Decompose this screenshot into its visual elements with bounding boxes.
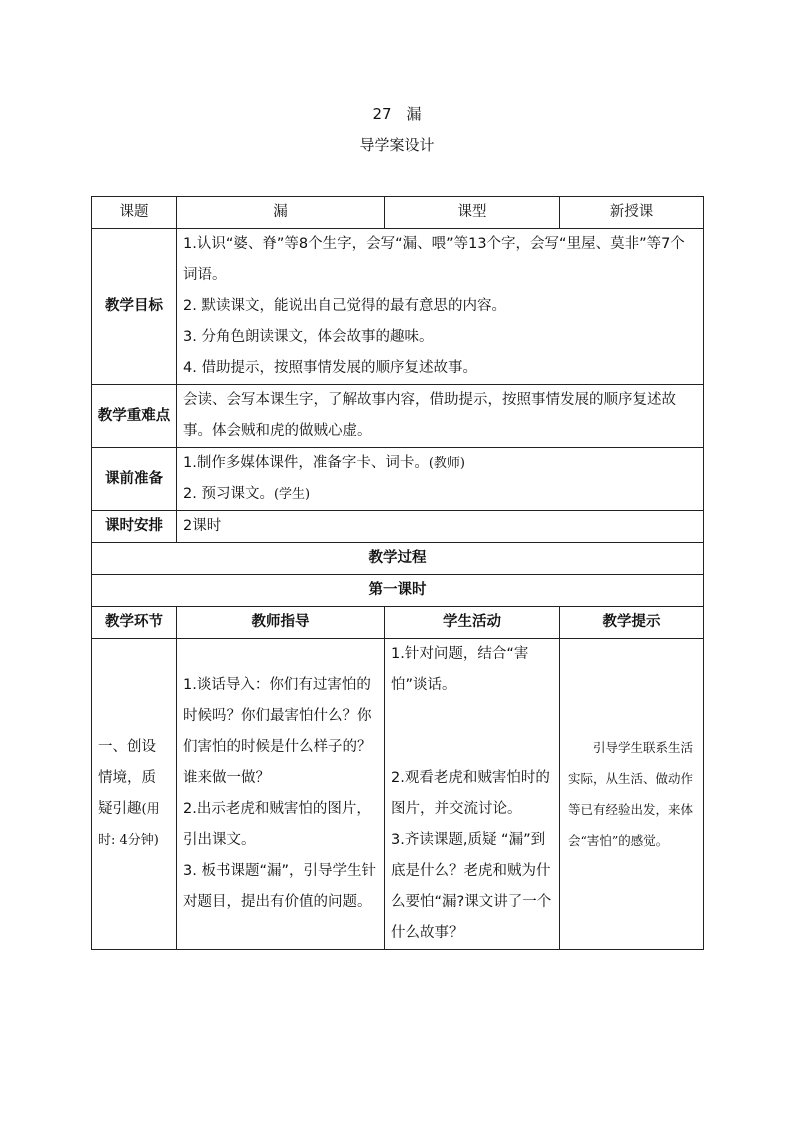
time-row — [92, 511, 704, 543]
prep-note: (学生) — [273, 487, 311, 502]
key-row — [92, 385, 704, 448]
key-label: 教学重难点 — [92, 385, 177, 448]
prep-note: (教师) — [428, 456, 465, 471]
doc-subtitle: 导学案设计 — [359, 136, 435, 154]
process-heading-row — [92, 543, 704, 575]
prep-item: 2. 预习课文。(学生) — [183, 486, 311, 502]
teacher-step: 1.谈话导入：你们有过害怕的时候吗？你们最害怕什么？你们害怕的时候是什么样子的？谁来做一做？ — [183, 677, 372, 786]
col-teacher-header: 教师指导 — [177, 607, 385, 639]
stage-row — [92, 639, 704, 950]
goal-item: 4. 借助提示，按照事情发展的顺序复述故事。 — [183, 360, 477, 376]
type-value: 新授课 — [560, 197, 704, 229]
type-label: 课型 — [385, 197, 560, 229]
topic-row — [92, 197, 704, 229]
goal-item: 3. 分角色朗读课文，体会故事的趣味。 — [183, 329, 434, 345]
col-hint-header: 教学提示 — [560, 607, 704, 639]
lesson-heading: 第一课时 — [92, 575, 704, 607]
prep-item: 1.制作多媒体课件，准备字卡、词卡。(教师) — [183, 455, 465, 471]
prep-cell — [177, 448, 704, 511]
goals-label: 教学目标 — [92, 229, 177, 385]
process-heading: 教学过程 — [92, 543, 704, 575]
prep-label: 课前准备 — [92, 448, 177, 511]
goal-item: 2. 默读课文，能说出自己觉得的最有意思的内容。 — [183, 298, 506, 314]
time-label: 课时安排 — [92, 511, 177, 543]
process-columns-row — [92, 607, 704, 639]
topic-label: 课题 — [92, 197, 177, 229]
prep-row — [92, 448, 704, 511]
time-value: 2课时 — [177, 511, 704, 543]
col-stage-header: 教学环节 — [92, 607, 177, 639]
hint-cell: 引导学生联系生活实际，从生活、做动作等已有经验出发，来体会“害怕”的感觉。 — [560, 639, 704, 950]
goals-cell — [177, 229, 704, 385]
lesson-heading-row — [92, 575, 704, 607]
goals-row — [92, 229, 704, 385]
student-gap — [391, 701, 553, 763]
student-step: 1.针对问题，结合“害怕”谈话。 — [391, 646, 529, 693]
col-student-header: 学生活动 — [385, 607, 560, 639]
student-cell — [385, 639, 560, 950]
teacher-cell — [177, 639, 385, 950]
teacher-step: 2.出示老虎和贼害怕的图片，引出课文。 — [183, 801, 371, 848]
topic-value: 漏 — [177, 197, 385, 229]
key-value: 会读、会写本课生字，了解故事内容，借助提示，按照事情发展的顺序复述故事。体会贼和虎的做贼心虚。 — [177, 385, 704, 448]
goal-item: 1.认识“婆、脊”等8个生字，会写“漏、喂”等13个字，会写“里屋、莫非”等7个词语。 — [183, 236, 685, 283]
stage-text: 一、创设情境，质疑引趣 — [98, 739, 156, 817]
stage-note: (用时: 4分钟) — [98, 802, 160, 848]
stage-cell — [92, 639, 177, 950]
teacher-step: 3. 板书课题“漏”，引导学生针对题目，提出有价值的问题。 — [183, 863, 376, 910]
student-step: 2.观看老虎和贼害怕时的图片，并交流讨论。 — [391, 770, 550, 817]
student-step: 3.齐读课题,质疑 “漏”到底是什么？老虎和贼为什么要怕“漏?课文讲了一个什么故事？ — [391, 832, 552, 941]
lesson-plan-table — [91, 196, 704, 950]
lesson-title: 27 漏 — [372, 105, 422, 123]
